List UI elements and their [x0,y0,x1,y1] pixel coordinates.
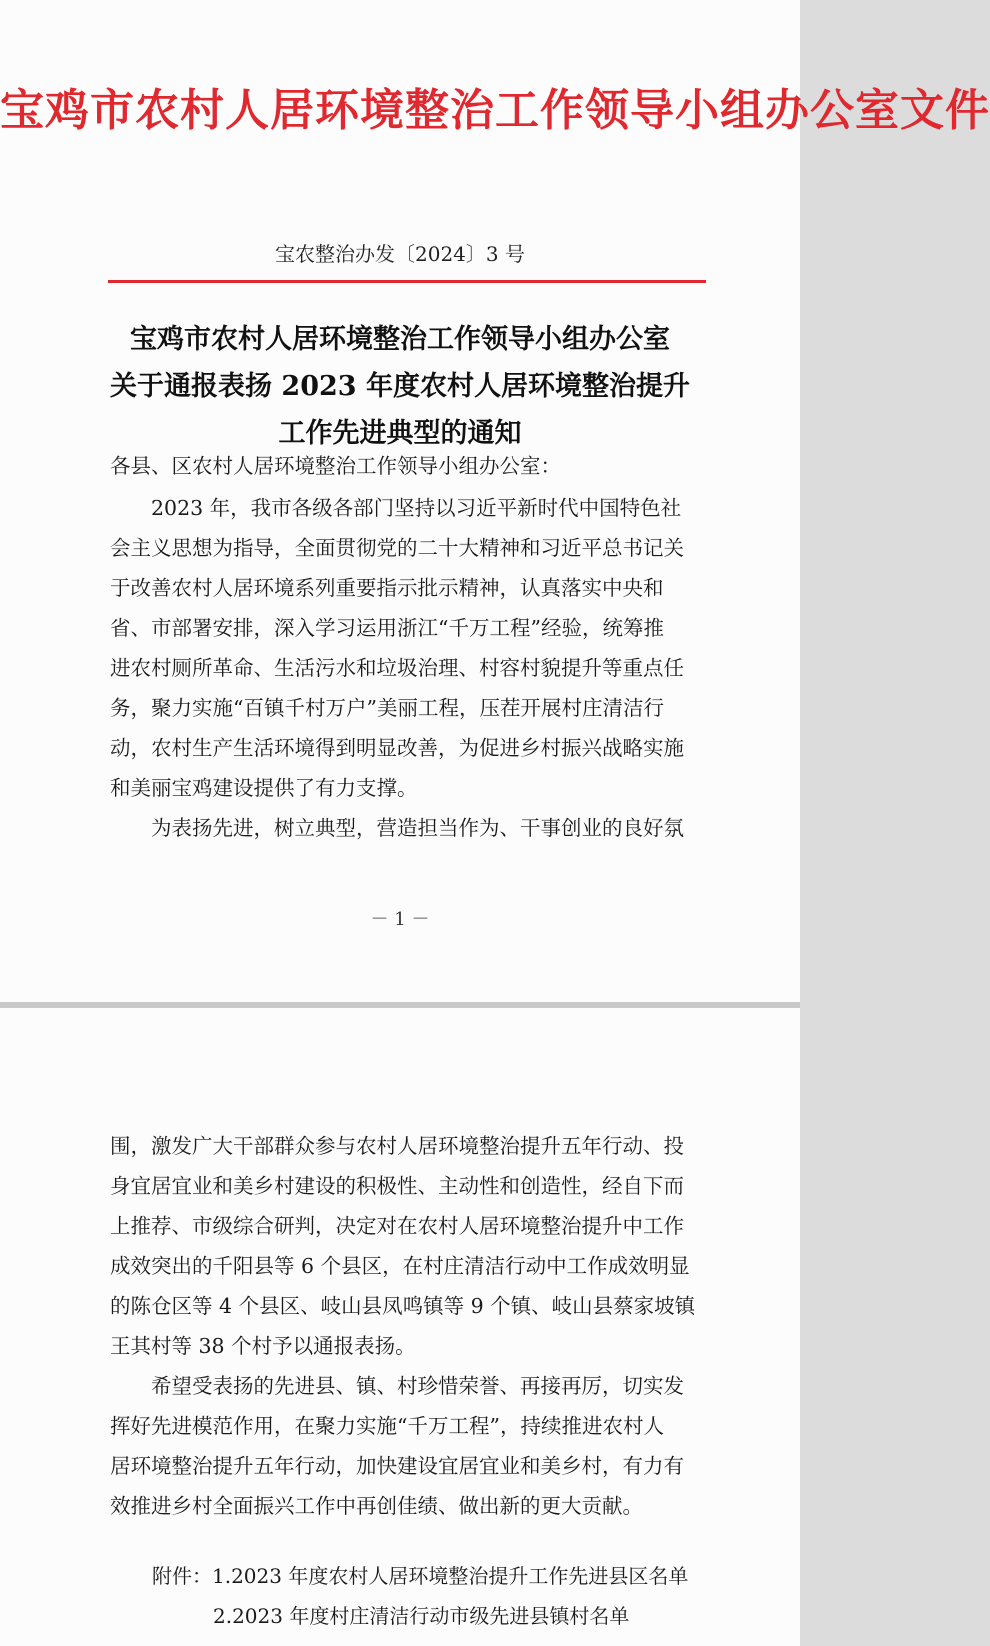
text-line: 省、市部署安排，深入学习运用浙江“千万工程”经验，统筹推 [110,616,664,640]
text-line: 务，聚力实施“百镇千村万户”美丽工程，压茬开展村庄清洁行 [110,696,664,720]
text-line: 为表扬先进，树立典型，营造担当作为、干事创业的良好氛 [151,816,684,840]
text-line: 会主义思想为指导，全面贯彻党的二十大精神和习近平总书记关 [110,536,684,560]
body-paragraph-1 [110,488,706,808]
text-line: 居环境整治提升五年行动，加快建设宜居宜业和美乡村，有力有 [110,1454,684,1478]
text-line: 身宜居宜业和美乡村建设的积极性、主动性和创造性，经自下而 [110,1174,684,1198]
text-line: 围，激发广大干部群众参与农村人居环境整治提升五年行动、投 [110,1134,684,1158]
body-paragraph-2 [110,808,706,848]
attachment-2: 2.2023 年度村庄清洁行动市级先进县镇村名单 [213,1604,630,1628]
title-line: 工作先进典型的通知 [278,418,522,449]
page-number: － 1 － [370,909,430,930]
title-line: 关于通报表扬 2023 年度农村人居环境整治提升 [110,371,690,402]
document-header: 宝鸡市农村人居环境整治工作领导小组办公室文件 [0,85,990,136]
text-line: 于改善农村人居环境系列重要指示批示精神，认真落实中央和 [110,576,664,600]
text-line: 的陈仓区等 4 个县区、岐山县凤鸣镇等 9 个镇、岐山县蔡家坡镇 [110,1294,696,1318]
text-line: 王其村等 38 个村予以通报表扬。 [110,1334,416,1358]
body-paragraph-4 [110,1366,706,1526]
text-line: 动，农村生产生活环境得到明显改善，为促进乡村振兴战略实施 [110,736,684,760]
text-line: 和美丽宝鸡建设提供了有力支撑。 [110,776,418,800]
salutation [110,446,706,486]
header-divider [108,280,706,283]
body-paragraph-3 [110,1126,706,1366]
text-line: 2023 年，我市各级各部门坚持以习近平新时代中国特色社 [151,496,682,520]
title-line: 宝鸡市农村人居环境整治工作领导小组办公室 [130,324,670,355]
text-line: 成效突出的千阳县等 6 个县区，在村庄清洁行动中工作成效明显 [110,1254,690,1278]
document-number: 宝农整治办发〔2024〕3 号 [275,242,525,266]
document-page-2 [0,1008,800,1646]
document-title [0,316,800,457]
text-line: 希望受表扬的先进县、镇、村珍惜荣誉、再接再厉，切实发 [151,1374,684,1398]
salutation-text: 各县、区农村人居环境整治工作领导小组办公室： [110,454,561,478]
text-line: 进农村厕所革命、生活污水和垃圾治理、村容村貌提升等重点任 [110,656,684,680]
text-line: 上推荐、市级综合研判，决定对在农村人居环境整治提升中工作 [110,1214,684,1238]
attachment-1: 附件：1.2023 年度农村人居环境整治提升工作先进县区名单 [152,1564,689,1588]
text-line: 挥好先进模范作用，在聚力实施“千万工程”，持续推进农村人 [110,1414,664,1438]
text-line: 效推进乡村全面振兴工作中再创佳绩、做出新的更大贡献。 [110,1494,643,1518]
